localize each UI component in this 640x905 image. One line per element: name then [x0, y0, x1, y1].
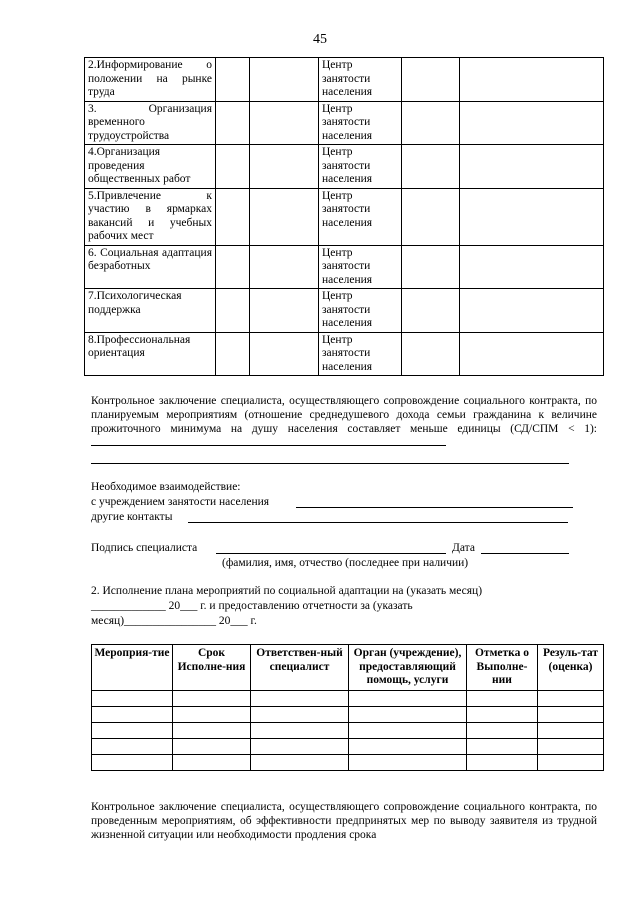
table-row	[92, 690, 604, 706]
section2-line1: 2. Исполнение плана мероприятий по социальной адаптации на (указать месяц)	[91, 585, 483, 597]
table-cell	[216, 145, 250, 189]
activity-organ: Центр занятости населения	[319, 101, 402, 145]
table-cell	[250, 101, 319, 145]
table-cell[interactable]	[538, 722, 604, 738]
table-cell[interactable]	[92, 738, 173, 754]
activity-name: 7.Психологическая поддержка	[85, 289, 216, 333]
date-line[interactable]	[481, 553, 569, 554]
activity-organ: Центр занятости населения	[319, 188, 402, 245]
table-cell[interactable]	[538, 738, 604, 754]
table-cell[interactable]	[173, 754, 251, 770]
table-cell	[250, 245, 319, 289]
activity-name: 8.Профессиональная ориентация	[85, 332, 216, 376]
signature-label: Подпись специалиста	[91, 542, 198, 554]
activity-organ: Центр занятости населения	[319, 58, 402, 102]
table-cell	[216, 289, 250, 333]
conclusion-line-2[interactable]	[91, 463, 569, 464]
table-cell[interactable]	[173, 706, 251, 722]
table-cell[interactable]	[538, 690, 604, 706]
header-responsible: Ответствен-ный специалист	[251, 645, 349, 691]
table-cell[interactable]	[92, 690, 173, 706]
activity-organ: Центр занятости населения	[319, 289, 402, 333]
activity-organ: Центр занятости населения	[319, 245, 402, 289]
header-completion: Отметка о Выполне-нии	[467, 645, 538, 691]
header-result: Резуль-тат (оценка)	[538, 645, 604, 691]
table-row	[92, 706, 604, 722]
table-cell[interactable]	[251, 722, 349, 738]
plan-table-header	[92, 645, 604, 691]
table-row	[92, 722, 604, 738]
table-cell	[402, 245, 460, 289]
table-cell[interactable]	[467, 690, 538, 706]
table-row	[85, 145, 604, 189]
table-cell	[402, 332, 460, 376]
table-cell	[216, 245, 250, 289]
table-cell	[402, 145, 460, 189]
signature-hint: (фамилия, имя, отчество (последнее при наличии)	[222, 557, 469, 569]
table-cell[interactable]	[467, 754, 538, 770]
table-cell[interactable]	[92, 722, 173, 738]
planned-conclusion: Контрольное заключение специалиста, осуществляющего сопровождение социального контракта, по планируемым мероприятиям (отношение среднедушевого дохода семьи гражданина к величине прожиточного минимума на душу населения составляет меньше единицы (СД/СПМ < 1):	[91, 395, 597, 435]
table-row	[85, 245, 604, 289]
table-cell	[402, 289, 460, 333]
table-cell[interactable]	[251, 738, 349, 754]
interaction-heading: Необходимое взаимодействие:	[91, 481, 241, 493]
activity-name: 4.Организация проведения общественных работ	[85, 145, 216, 189]
page-number: 45	[313, 32, 327, 47]
table-cell	[460, 101, 604, 145]
header-deadline: Срок Исполне-ния	[173, 645, 251, 691]
table-cell[interactable]	[251, 754, 349, 770]
table-row	[92, 738, 604, 754]
table-cell[interactable]	[251, 690, 349, 706]
signature-line[interactable]	[216, 553, 446, 554]
activities-table	[84, 57, 604, 376]
table-cell[interactable]	[92, 754, 173, 770]
table-cell[interactable]	[467, 706, 538, 722]
table-cell	[402, 101, 460, 145]
table-cell[interactable]	[538, 706, 604, 722]
table-cell	[250, 58, 319, 102]
table-cell[interactable]	[349, 690, 467, 706]
table-cell[interactable]	[467, 722, 538, 738]
table-cell	[250, 332, 319, 376]
table-cell	[460, 245, 604, 289]
table-cell	[250, 145, 319, 189]
table-cell[interactable]	[251, 706, 349, 722]
header-activity: Мероприя-тие	[92, 645, 173, 691]
table-cell	[460, 145, 604, 189]
employment-center-label: с учреждением занятости населения	[91, 496, 270, 508]
table-cell	[216, 332, 250, 376]
activity-name: 6. Социальная адаптация безработных	[85, 245, 216, 289]
table-cell	[216, 101, 250, 145]
table-cell	[460, 58, 604, 102]
conclusion-line[interactable]	[91, 436, 446, 446]
table-cell[interactable]	[538, 754, 604, 770]
activity-name: 2.Информирование о положении на рынке труда	[85, 58, 216, 102]
table-cell	[460, 289, 604, 333]
header-organ: Орган (учреждение), предоставляющий помощь, услуги	[349, 645, 467, 691]
table-cell[interactable]	[349, 738, 467, 754]
table-cell[interactable]	[173, 722, 251, 738]
section2-line2: _____________ 20___ г. и предоставлению отчетности за (указать	[91, 600, 413, 612]
employment-center-line[interactable]	[296, 507, 573, 508]
table-cell[interactable]	[349, 754, 467, 770]
activity-name: 3. Организация временного трудоустройства	[85, 101, 216, 145]
activity-name: 5.Привлечение к участию в ярмарках вакансий и учебных рабочих мест	[85, 188, 216, 245]
table-row	[85, 188, 604, 245]
planned-conclusion-text	[91, 394, 597, 450]
date-label: Дата	[452, 542, 475, 554]
table-cell[interactable]	[92, 706, 173, 722]
table-cell	[250, 188, 319, 245]
table-cell	[402, 188, 460, 245]
table-row	[85, 58, 604, 102]
table-cell[interactable]	[467, 738, 538, 754]
table-cell	[460, 332, 604, 376]
other-contacts-label: другие контакты	[91, 511, 173, 523]
table-row	[85, 332, 604, 376]
final-conclusion-text: Контрольное заключение специалиста, осуществляющего сопровождение социального контракта, по проведенным мероприятиям, об эффективности предпринятых мер по выводу заявителя из трудной жизненной ситуации или необходимости продления срока	[91, 801, 597, 841]
table-cell	[216, 188, 250, 245]
table-cell	[250, 289, 319, 333]
table-row	[85, 101, 604, 145]
table-cell[interactable]	[173, 690, 251, 706]
table-cell[interactable]	[173, 738, 251, 754]
activity-organ: Центр занятости населения	[319, 332, 402, 376]
table-cell	[216, 58, 250, 102]
table-row	[85, 289, 604, 333]
table-cell	[460, 188, 604, 245]
table-cell[interactable]	[349, 706, 467, 722]
activity-organ: Центр занятости населения	[319, 145, 402, 189]
plan-table	[91, 644, 604, 771]
table-cell[interactable]	[349, 722, 467, 738]
section2-line3: месяц)________________ 20___ г.	[91, 615, 257, 627]
table-row	[92, 754, 604, 770]
table-cell	[402, 58, 460, 102]
other-contacts-line[interactable]	[188, 522, 568, 523]
